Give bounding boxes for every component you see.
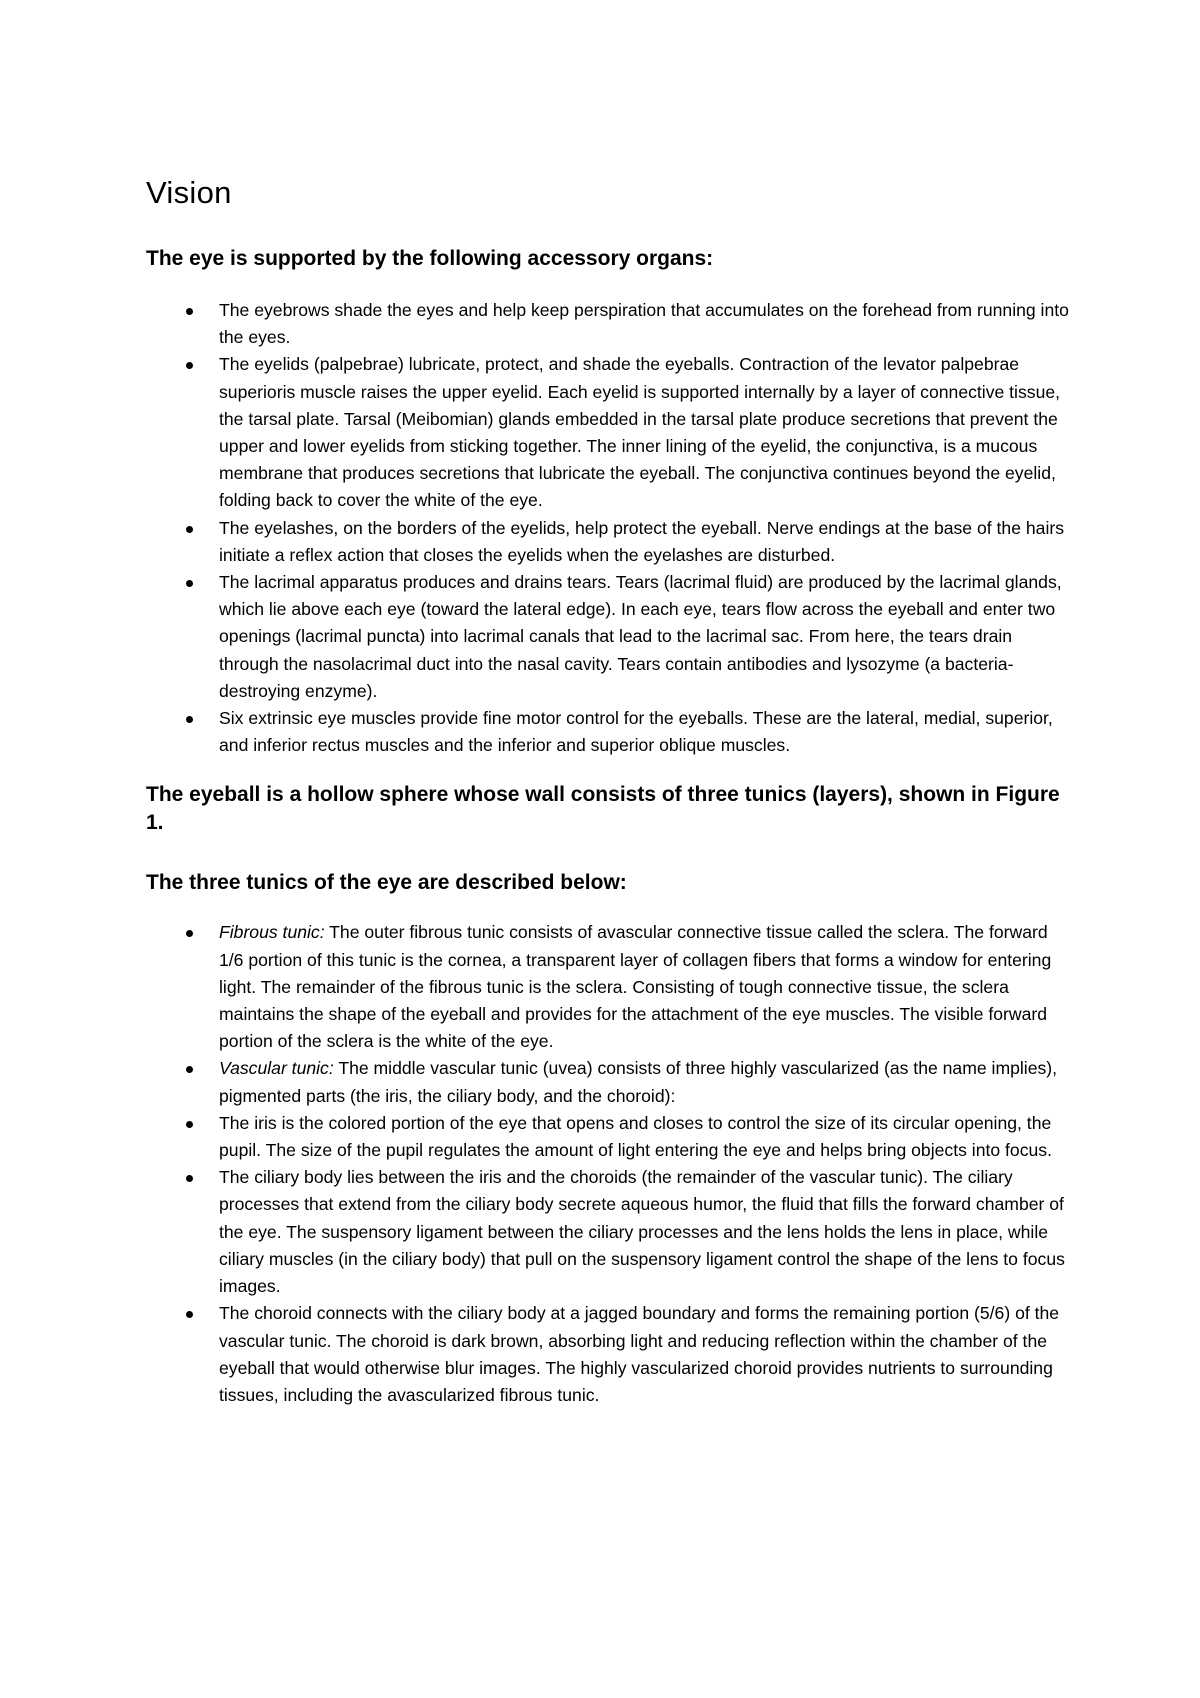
eyeball-heading: The eyeball is a hollow sphere whose wall consists of three tunics (layers), shown in Figure 1. xyxy=(146,783,1060,835)
list-item: The lacrimal apparatus produces and drains tears. Tears (lacrimal fluid) are produced by the lacrimal glands, which lie above each eye (toward the lateral edge). In each eye, tears flow across the eyeball and enter two openings (lacrimal puncta) into lacrimal canals that lead to the lacrimal sac. From here, the tears drain through the nasolacrimal duct into the nasal cavity. Tears contain antibodies and lysozyme (a bacteria-destroying enzyme). xyxy=(146,569,1076,705)
vascular-tunic-text: The middle vascular tunic (uvea) consists of three highly vascularized (as the name implies), pigmented parts (the iris, the ciliary body, and the choroid): xyxy=(219,1058,1058,1106)
list-item: The eyebrows shade the eyes and help keep perspiration that accumulates on the forehead from running into the eyes. xyxy=(146,297,1076,351)
list-item: The eyelashes, on the borders of the eyelids, help protect the eyeball. Nerve endings at the base of the hairs initiate a reflex action that closes the eyelids when the eyelashes are disturbed. xyxy=(146,515,1076,569)
list-item: Six extrinsic eye muscles provide fine motor control for the eyeballs. These are the lateral, medial, superior, and inferior rectus muscles and the inferior and superior oblique muscles. xyxy=(146,705,1076,759)
page-title: Vision xyxy=(146,175,232,210)
tunics-heading: The three tunics of the eye are described below: xyxy=(146,871,627,895)
document-page xyxy=(146,175,1076,1409)
accessory-organs-heading: The eye is supported by the following accessory organs: xyxy=(146,247,714,270)
fibrous-tunic-label: Fibrous tunic: xyxy=(219,922,325,943)
list-item-vascular-tunic xyxy=(146,1055,1076,1109)
tunics-list xyxy=(146,919,1076,1409)
list-item: The eyelids (palpebrae) lubricate, protect, and shade the eyeballs. Contraction of the levator palpebrae superioris muscle raises the upper eyelid. Each eyelid is supported internally by a layer of connective tissue, the tarsal plate. Tarsal (Meibomian) glands embedded in the tarsal plate produce secretions that prevent the upper and lower eyelids from sticking together. The inner lining of the eyelid, the conjunctiva, is a mucous membrane that produces secretions that lubricate the eyeball. The conjunctiva continues beyond the eyelid, folding back to cover the white of the eye. xyxy=(146,351,1076,514)
accessory-organs-list xyxy=(146,297,1076,759)
vascular-tunic-label: Vascular tunic: xyxy=(219,1058,334,1079)
list-item: The ciliary body lies between the iris and the choroids (the remainder of the vascular tunic). The ciliary processes that extend from the ciliary body secrete aqueous humor, the fluid that fills the forward chamber of the eye. The suspensory ligament between the ciliary processes and the lens holds the lens in place, while ciliary muscles (in the ciliary body) that pull on the suspensory ligament control the shape of the lens to focus images. xyxy=(146,1164,1076,1300)
fibrous-tunic-text: The outer fibrous tunic consists of avascular connective tissue called the sclera. The forward 1/6 portion of this tunic is the cornea, a transparent layer of collagen fibers that forms a window for entering light. The remainder of the fibrous tunic is the sclera. Consisting of tough connective tissue, the sclera maintains the shape of the eyeball and provides for the attachment of the eye muscles. The visible forward portion of the sclera is the white of the eye. xyxy=(219,922,1052,1052)
list-item-fibrous-tunic xyxy=(146,919,1076,1055)
list-item: The choroid connects with the ciliary body at a jagged boundary and forms the remaining portion (5/6) of the vascular tunic. The choroid is dark brown, absorbing light and reducing reflection within the chamber of the eyeball that would otherwise blur images. The highly vascularized choroid provides nutrients to surrounding tissues, including the avascularized fibrous tunic. xyxy=(146,1300,1076,1409)
list-item: The iris is the colored portion of the eye that opens and closes to control the size of its circular opening, the pupil. The size of the pupil regulates the amount of light entering the eye and helps bring objects into focus. xyxy=(146,1110,1076,1164)
